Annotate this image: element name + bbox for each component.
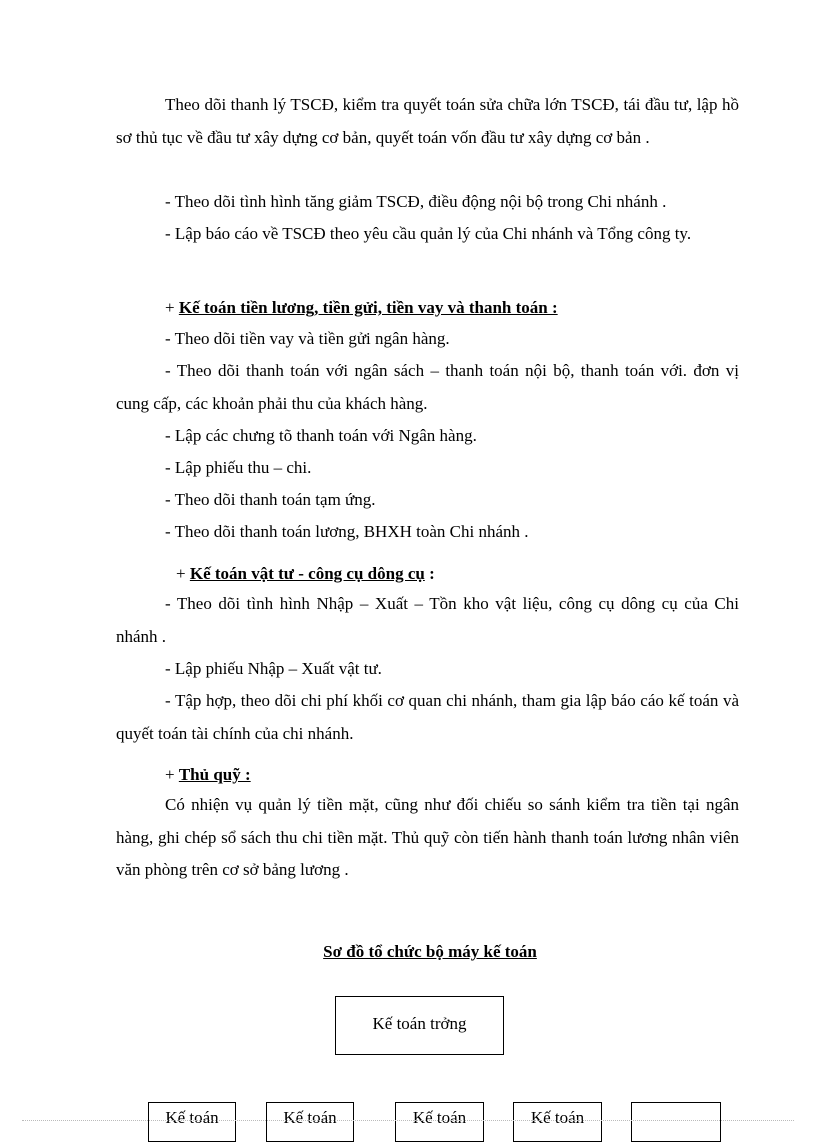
paragraph-bank-vouchers: - Lập các chưng tõ thanh toán với Ngân hàng. <box>165 426 477 445</box>
paragraph-advances: - Theo dõi thanh toán tạm ứng. <box>165 490 376 509</box>
section-plus: + <box>176 564 190 583</box>
section-title: Kế toán vật tư - công cụ dông cụ <box>189 564 425 583</box>
paragraph-receipts: - Lập phiếu thu – chi. <box>165 458 312 477</box>
section-heading-treasurer <box>165 765 251 785</box>
section-title: Kế toán tiền lương, tiền gửi, tiền vay và thanh toán : <box>178 298 558 317</box>
accountant-box-1: Kế toán <box>148 1102 236 1142</box>
paragraph-stock-slips: - Lập phiếu Nhập – Xuất vật tư. <box>165 659 382 678</box>
treasurer-box <box>631 1102 721 1142</box>
paragraph-asset-tracking: - Theo dõi tình hình tăng giảm TSCĐ, điều động nội bộ trong Chi nhánh . <box>165 192 667 211</box>
page-break-line <box>22 1120 794 1121</box>
section-title-tail: : <box>424 564 435 583</box>
paragraph-cost-aggregation: - Tập hợp, theo dõi chi phí khối cơ quan chi nhánh, tham gia lập báo cáo kế toán và quyết toán tài chính của chi nhánh. <box>116 691 739 743</box>
diagram-title: Sơ đồ tổ chức bộ máy kế toán <box>323 942 537 961</box>
section-plus: + <box>165 765 179 784</box>
chief-accountant-box: Kế toán trởng <box>335 996 504 1055</box>
paragraph-treasurer-duties: Có nhiện vụ quản lý tiền mặt, cũng như đối chiếu so sánh kiểm tra tiền tại ngân hàng, ghi chép sổ sách thu chi tiền mặt. Thủ quỹ còn tiến hành thanh toán lương nhân viên văn phòng trên cơ sở bảng lương . <box>116 795 739 879</box>
paragraph-loans-deposits: - Theo dõi tiền vay và tiền gửi ngân hàng. <box>165 329 450 348</box>
paragraph-asset-report: - Lập báo cáo về TSCĐ theo yêu cầu quản lý của Chi nhánh và Tổng công ty. <box>165 224 692 243</box>
accountant-box-3: Kế toán <box>395 1102 484 1142</box>
accountant-box-4: Kế toán <box>513 1102 602 1142</box>
paragraph-payment-tracking: - Theo dõi thanh toán với ngân sách – thanh toán nội bộ, thanh toán với. đơn vị cung cấp, các khoản phải thu của khách hàng. <box>116 361 739 413</box>
paragraph-fixed-asset-tasks: Theo dõi thanh lý TSCĐ, kiểm tra quyết toán sửa chữa lớn TSCĐ, tái đầu tư, lập hồ sơ thủ tục về đầu tư xây dựng cơ bản, quyết toán vốn đầu tư xây dựng cơ bản . <box>116 95 739 147</box>
paragraph-inventory: - Theo dõi tình hình Nhập – Xuất – Tồn kho vật liệu, công cụ dông cụ của Chi nhánh . <box>116 594 739 646</box>
section-heading-materials-accounting <box>176 564 435 584</box>
section-title: Thủ quỹ : <box>178 765 251 784</box>
section-plus: + <box>165 298 179 317</box>
paragraph-payroll: - Theo dõi thanh toán lương, BHXH toàn Chi nhánh . <box>165 522 529 541</box>
accountant-box-2: Kế toán <box>266 1102 354 1142</box>
section-heading-salary-accounting <box>165 298 558 318</box>
